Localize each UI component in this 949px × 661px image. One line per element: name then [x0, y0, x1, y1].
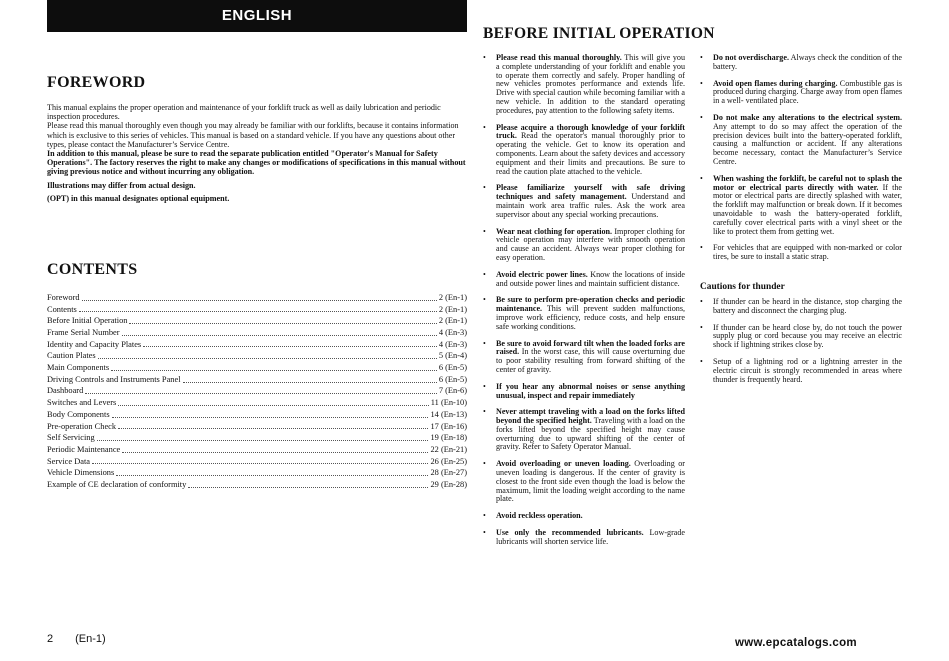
toc-leader-dots — [188, 486, 428, 488]
toc-leader-dots — [98, 357, 437, 359]
toc-row[interactable] — [47, 374, 467, 386]
toc-title: Contents — [47, 304, 77, 314]
toc-title: Foreword — [47, 292, 80, 302]
bullet-item — [700, 114, 902, 167]
bullet-text: If the motor or electrical parts are directly splashed with water, the forklift may malfunction or break down. If it becomes unavoidable to wash the battery-operated forklift, carefully cover electrical parts with a vinyl sheet or the like to protect them from getting wet. — [713, 182, 903, 236]
bullet-item — [700, 324, 902, 350]
toc-row[interactable] — [47, 456, 467, 468]
bullet-item — [483, 408, 685, 452]
bullet-lead: Do not make any alterations to the electrical system. — [713, 112, 902, 122]
bullet-item — [483, 512, 685, 521]
language-banner: ENGLISH — [47, 0, 467, 32]
toc-page: 29 (En-28) — [430, 479, 467, 489]
thunder-heading: Cautions for thunder — [700, 282, 785, 292]
toc-leader-dots — [85, 392, 437, 394]
bullet-text: Improper clothing for vehicle operation may interfere with smooth operation and cause an accident. Always wear proper clothing for easy operation. — [496, 226, 686, 262]
toc-page: 2 (En-1) — [438, 316, 467, 326]
toc-title: Self Servicing — [47, 433, 95, 443]
toc-page: 26 (En-25) — [430, 456, 467, 466]
page-code: (En-1) — [75, 633, 106, 645]
toc-leader-dots — [143, 345, 437, 347]
page-number: 2 — [47, 633, 54, 645]
toc-page: 14 (En-13) — [430, 409, 467, 419]
toc-title: Driving Controls and Instruments Panel — [47, 374, 181, 384]
bullet-lead: Avoid reckless operation. — [496, 511, 583, 521]
toc-row[interactable] — [47, 479, 467, 491]
toc-page: 6 (En-5) — [438, 363, 467, 373]
toc-leader-dots — [112, 416, 429, 418]
bullet-item — [483, 54, 685, 116]
bullet-text: Understand and maintain work area traffic rules. Ask the work area supervisor about any special working precautions. — [496, 192, 685, 219]
toc-leader-dots — [111, 369, 437, 371]
toc-title: Service Data — [47, 456, 91, 466]
foreword-heading: FOREWORD — [47, 74, 146, 91]
toc-page: 7 (En-6) — [438, 386, 467, 396]
safety-list-col1 — [483, 54, 685, 555]
toc-page: 5 (En-4) — [438, 351, 467, 361]
bullet-text: Combustible gas is produced during charging. Charge away from open flames in a well- ventilated place. — [713, 78, 902, 106]
toc-page: 4 (En-3) — [438, 339, 467, 349]
toc-row[interactable] — [47, 421, 467, 433]
toc-title: Body Components — [47, 409, 110, 419]
foreword-note-opt: (OPT) in this manual designates optional equipment. — [47, 193, 230, 203]
toc-page: 11 (En-10) — [430, 398, 467, 408]
toc-title: Caution Plates — [47, 351, 96, 361]
bullet-item — [483, 383, 685, 401]
bullet-text: If thunder can be heard in the distance, stop charging the battery and disconnect the charging plug. — [713, 297, 902, 315]
foreword-para: This manual explains the proper operation and maintenance of your forklift truck as well as daily lubrication and periodic inspection procedures. — [47, 103, 441, 122]
toc-leader-dots — [82, 299, 437, 301]
bullet-lead: If you hear any abnormal noises or sense anything unusual, inspect and repair immediately — [496, 381, 685, 400]
toc-page: 28 (En-27) — [430, 468, 467, 478]
bullet-text: Any attempt to do so may affect the operation of the precision devices built into the battery-operated forklift, causing a malfunction or accident. If any alterations become necessary, contact the Manufacturer’s Service Centre. — [713, 121, 902, 166]
website-watermark: www.epcatalogs.com — [735, 637, 857, 649]
toc-title: Main Components — [47, 363, 110, 373]
bullet-text: Read the operator's manual thoroughly prior to operating the vehicle. Get to know its operation and components. Learn about the safety devices and accessory equipment and their limits and precautions. Be sure to read the caution plate attached to the vehicle. — [496, 131, 685, 176]
toc-title: Identity and Capacity Plates — [47, 339, 142, 349]
bullet-text: This will give you a complete understanding of your forklift and enable you to operate them correctly and safely. Proper handling of new vehicles promotes performance and extends life. Drive with special caution while becoming familiar with a new vehicle. In addition to the standard operating procedures, pay attention to the following safety items. — [496, 53, 685, 115]
toc-leader-dots — [122, 334, 437, 336]
toc-row[interactable] — [47, 327, 467, 339]
bullet-text: Overloading or uneven loading is dangerous. If the center of gravity is closest to the front side even though the load is below the maximum, limit the loading weight according to the name plate. — [496, 459, 685, 504]
bullet-text: This will prevent sudden malfunctions, improve work efficiency, reduce costs, and help ensure safe working conditions. — [496, 304, 685, 331]
toc-title: Pre-operation Check — [47, 421, 117, 431]
bullet-text: Low-grade lubricants will shorten service life. — [496, 528, 685, 546]
bullet-text: For vehicles that are equipped with non-marked or color tires, be sure to install a static strap. — [713, 243, 902, 262]
bullet-lead: Use only the recommended lubricants. — [496, 528, 644, 538]
toc-title: Switches and Levers — [47, 398, 117, 408]
bullet-lead: Never attempt traveling with a load on the forks lifted beyond the specified height. — [496, 407, 685, 426]
toc-row[interactable] — [47, 409, 467, 421]
bullet-item — [700, 358, 902, 384]
bullet-lead: Avoid overloading or uneven loading. — [496, 459, 631, 469]
toc-row[interactable] — [47, 444, 467, 456]
bullet-lead: When washing the forklift, be careful not to splash the motor or electrical parts directly with water. — [713, 173, 902, 192]
toc-row[interactable] — [47, 467, 467, 479]
bullet-item — [483, 228, 685, 263]
foreword-text — [47, 103, 467, 203]
bullet-lead: Avoid electric power lines. — [496, 269, 588, 279]
bullet-lead: Be sure to avoid forward tilt when the loaded forks are raised. — [496, 338, 685, 357]
thunder-list — [700, 298, 902, 392]
toc-leader-dots — [118, 404, 428, 406]
toc-row[interactable] — [47, 339, 467, 351]
toc-row[interactable] — [47, 386, 467, 398]
bullet-item — [700, 175, 902, 237]
toc-leader-dots — [116, 474, 428, 476]
foreword-para: Please read this manual thoroughly even though you may already be familiar with our forklifts, because it contains information which is exclusive to this series of vehicles. This manual is based on a standard vehicle. If you have any questions about other types, please contact the Manufacturer’s Service Centre. — [47, 121, 459, 149]
toc-row[interactable] — [47, 397, 467, 409]
bullet-item — [483, 124, 685, 177]
bullet-item — [483, 460, 685, 504]
bullet-item — [700, 244, 902, 262]
toc-row[interactable] — [47, 315, 467, 327]
bullet-lead: Please acquire a thorough knowledge of your forklift truck. — [496, 122, 685, 141]
foreword-note-illustrations: Illustrations may differ from actual design. — [47, 180, 196, 190]
table-of-contents — [47, 292, 467, 491]
bullet-text: In the worst case, this will cause overturning due to poor stability resulting from forward shifting of the center of gravity. — [496, 347, 685, 374]
bullet-item — [483, 271, 685, 289]
page-footer — [47, 633, 106, 645]
bullet-text: Traveling with a load on the forks lifted beyond the specified height may cause overturning due to upward shifting of the center of gravity. Refer to Safety Operator Manual. — [496, 416, 685, 452]
toc-page: 19 (En-18) — [430, 433, 467, 443]
safety-list-col2 — [700, 54, 902, 270]
toc-title: Example of CE declaration of conformity — [47, 479, 187, 489]
bullet-item — [700, 80, 902, 106]
bullet-text: Setup of a lightning rod or a lightning arrester in the electric circuit is strongly recommended in areas where thunder is frequently heard. — [713, 356, 902, 384]
bullet-lead: Do not overdischarge. — [713, 53, 789, 62]
bullet-lead: Please familiarize yourself with safe driving techniques and safety management. — [496, 183, 685, 202]
bullet-lead: Avoid open flames during charging. — [713, 78, 838, 88]
bullet-text: If thunder can be heard close by, do not touch the power supply plug or cord because you may receive an electric shock if lightning strikes close by. — [713, 322, 902, 350]
toc-page: 22 (En-21) — [430, 444, 467, 454]
toc-leader-dots — [79, 310, 437, 312]
toc-leader-dots — [118, 427, 428, 429]
toc-leader-dots — [92, 462, 428, 464]
bullet-item — [700, 298, 902, 316]
toc-row[interactable] — [47, 432, 467, 444]
bullet-item — [483, 340, 685, 375]
toc-row[interactable] — [47, 292, 467, 304]
toc-title: Before Initial Operation — [47, 316, 128, 326]
bullet-item — [483, 529, 685, 547]
toc-title: Periodic Maintenance — [47, 444, 121, 454]
toc-leader-dots — [97, 439, 429, 441]
toc-row[interactable] — [47, 304, 467, 316]
toc-title: Vehicle Dimensions — [47, 468, 115, 478]
toc-leader-dots — [129, 322, 436, 324]
contents-heading: CONTENTS — [47, 261, 138, 278]
toc-page: 2 (En-1) — [438, 292, 467, 302]
toc-title: Frame Serial Number — [47, 328, 120, 338]
toc-page: 2 (En-1) — [438, 304, 467, 314]
bullet-lead: Be sure to perform pre-operation checks and periodic maintenance. — [496, 295, 685, 314]
toc-row[interactable] — [47, 350, 467, 362]
bullet-lead: Please read this manual thoroughly. — [496, 53, 622, 62]
bullet-lead: Wear neat clothing for operation. — [496, 226, 613, 236]
toc-page: 4 (En-3) — [438, 328, 467, 338]
toc-page: 17 (En-16) — [430, 421, 467, 431]
bullet-text: Know the locations of inside and outside power lines and maintain sufficient distance. — [496, 269, 685, 288]
toc-leader-dots — [183, 381, 437, 383]
bullet-item — [483, 296, 685, 331]
bullet-item — [700, 54, 902, 72]
bullet-item — [483, 184, 685, 219]
toc-title: Dashboard — [47, 386, 84, 396]
toc-page: 6 (En-5) — [438, 374, 467, 384]
toc-row[interactable] — [47, 362, 467, 374]
foreword-para-bold: In addition to this manual, please be sure to read the separate publication entitled "Operator's Manual for Safety Operations". The factory reserves the right to make any changes or modifications of specifications in this manual without giving previous notice and without incurring any obligation. — [47, 149, 466, 177]
toc-leader-dots — [122, 451, 428, 453]
before-operation-heading: BEFORE INITIAL OPERATION — [483, 25, 715, 42]
bullet-text: Always check the condition of the battery. — [713, 53, 902, 71]
